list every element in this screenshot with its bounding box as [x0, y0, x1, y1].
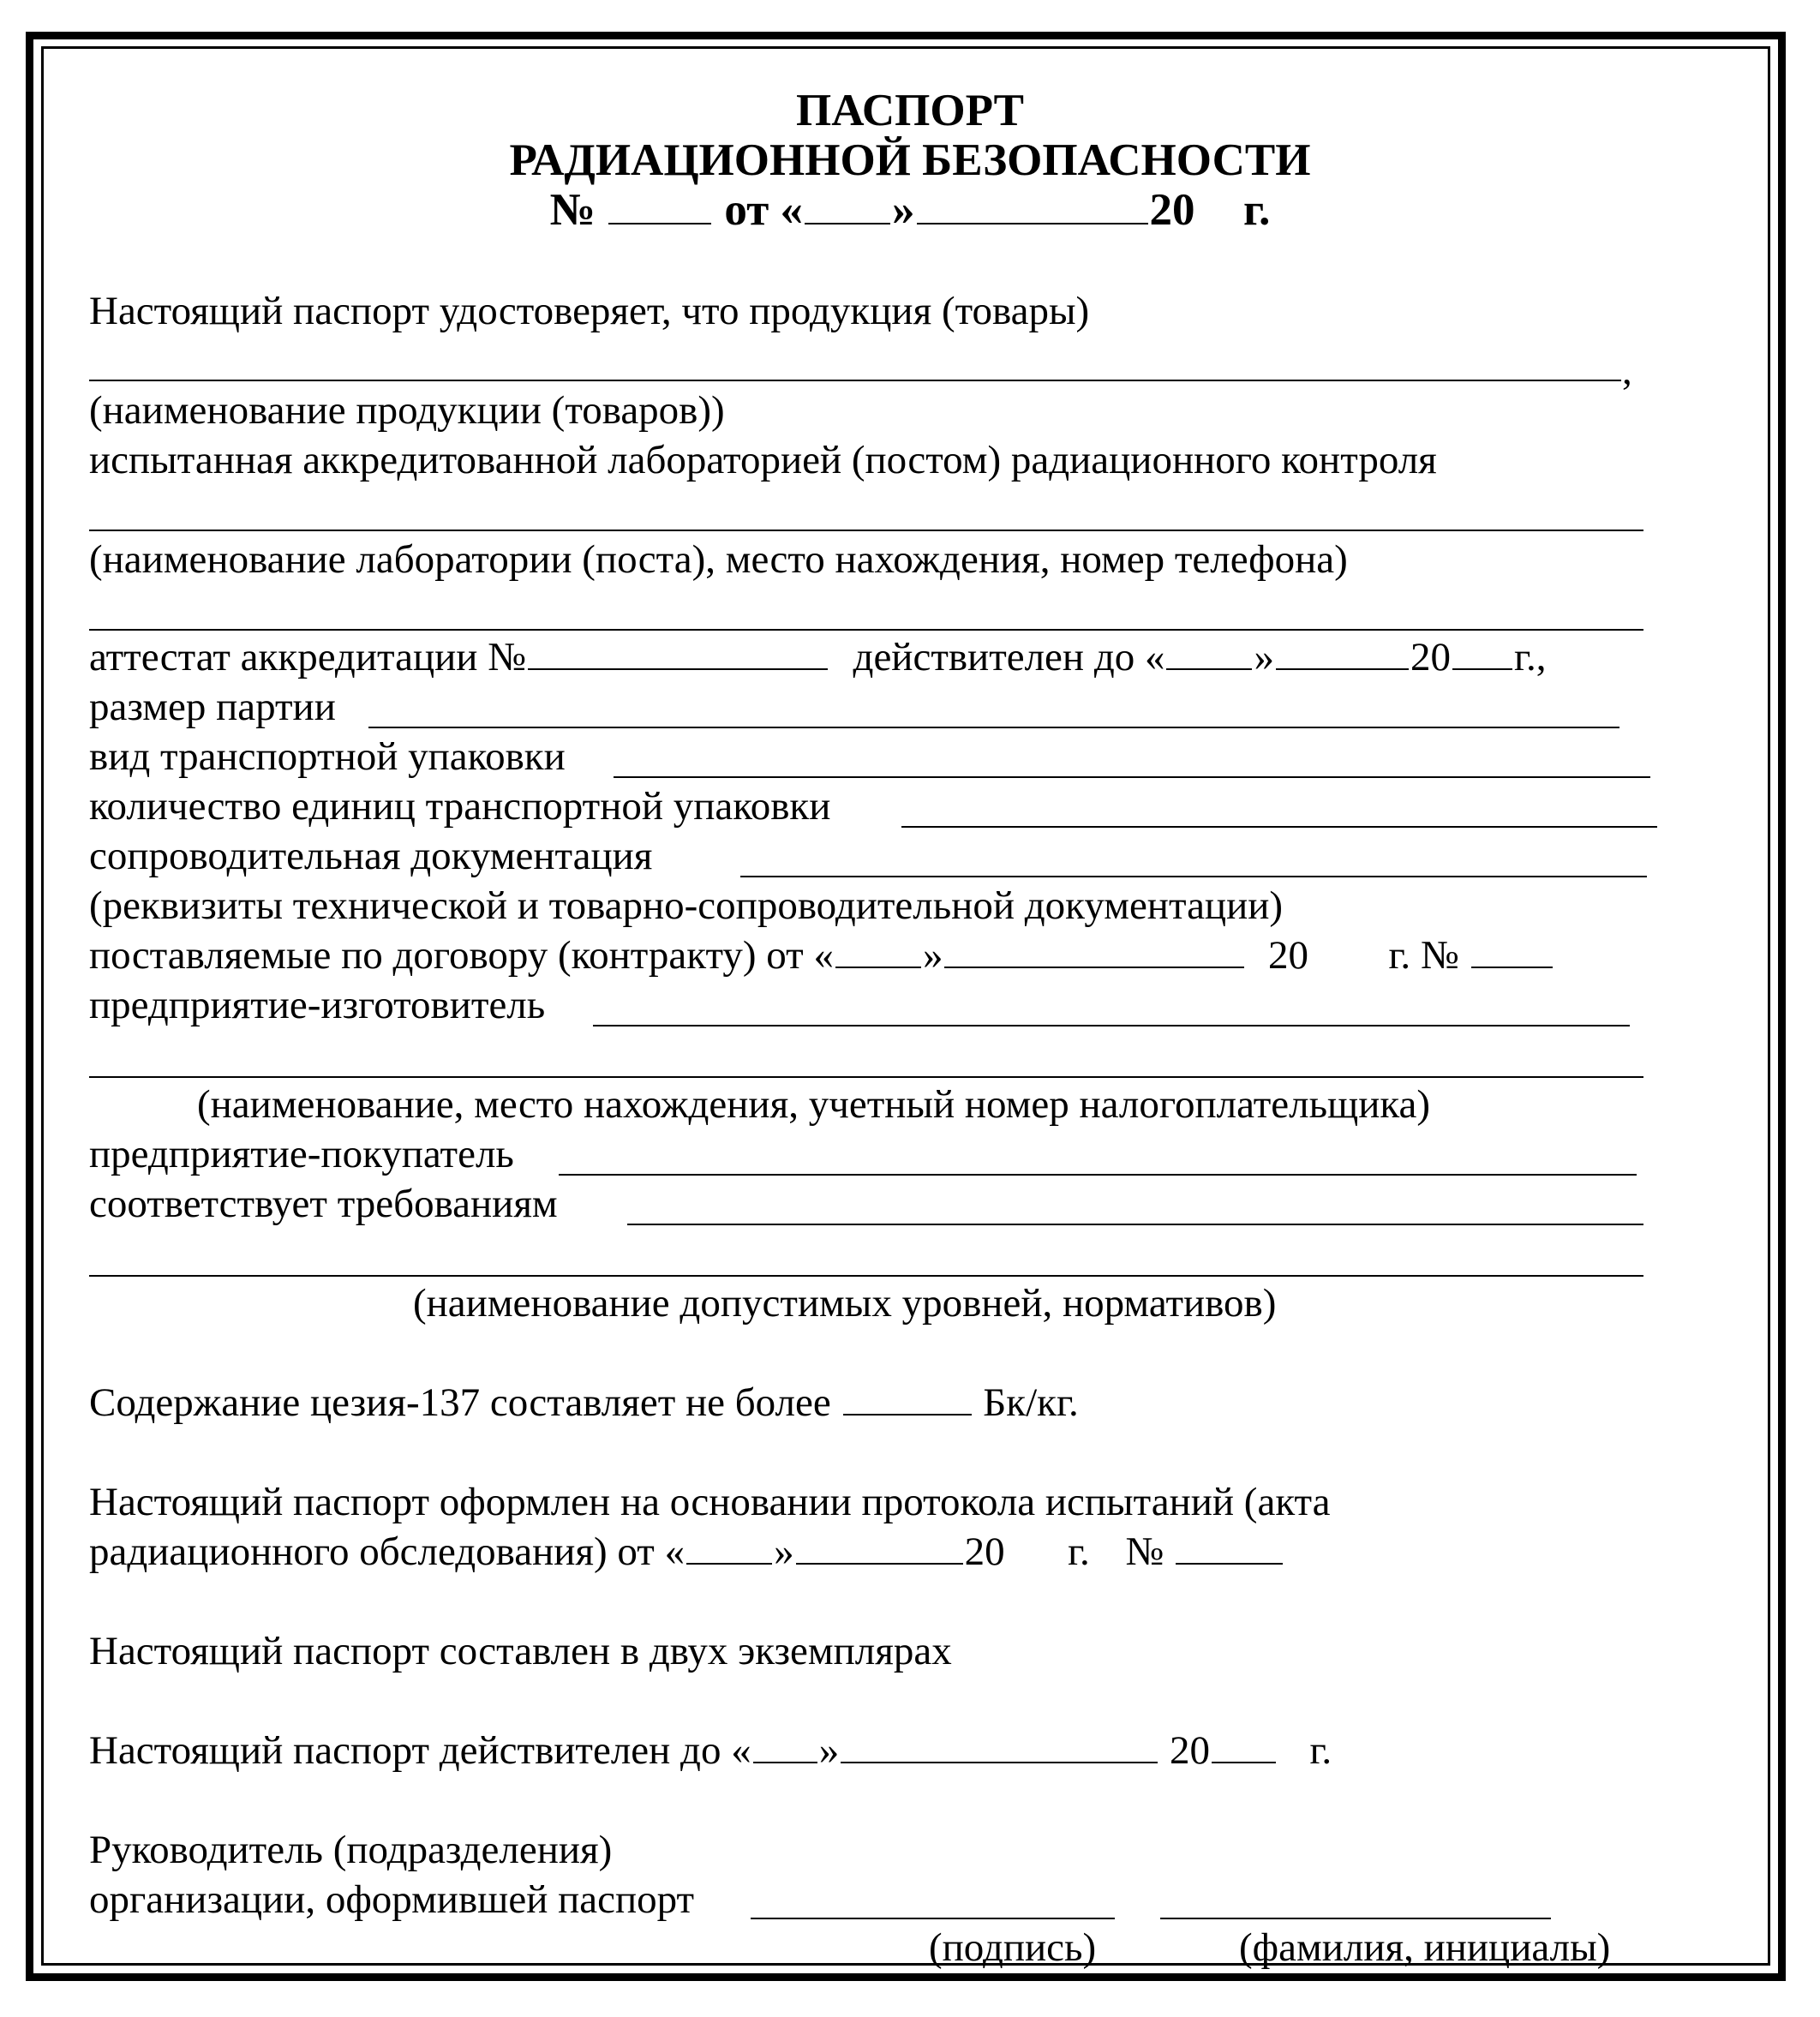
batch-size-label: размер партии: [89, 685, 336, 729]
validity-line: [89, 1728, 1332, 1773]
year-label: 20: [1149, 185, 1195, 235]
packaging-count-label: количество единиц транспортной упаковки: [89, 784, 831, 829]
passport-month-field[interactable]: [917, 192, 1148, 224]
date-quote-close: »: [892, 185, 915, 235]
validity-month-field[interactable]: [841, 1731, 1158, 1763]
buyer-label: предприятие-покупатель: [89, 1132, 514, 1176]
basis-suffix: г.: [1068, 1529, 1090, 1574]
basis-day-field[interactable]: [686, 1532, 772, 1565]
contract-quote-close: »: [922, 933, 943, 978]
contract-line: [89, 933, 1554, 978]
valid-until-label: действителен до «: [853, 635, 1165, 679]
contract-suffix: г. №: [1388, 933, 1459, 978]
accompanying-docs-label: сопроводительная документация: [89, 834, 653, 878]
basis-year: 20: [964, 1529, 1005, 1574]
signature-caption: (подпись): [929, 1925, 1097, 1970]
year-suffix: г.: [1243, 185, 1271, 235]
validity-day-field[interactable]: [753, 1731, 817, 1763]
accreditation-day-field[interactable]: [1166, 637, 1252, 670]
batch-size-field[interactable]: [368, 727, 1619, 728]
accreditation-quote-close: »: [1254, 635, 1274, 679]
validity-label: Настоящий паспорт действителен до «: [89, 1728, 751, 1773]
cesium-unit: Бк/кг.: [983, 1380, 1079, 1425]
cesium-line: [89, 1380, 1079, 1425]
lab-caption: (наименование лаборатории (поста), место нахождения, номер телефона): [89, 537, 1348, 582]
signature-field[interactable]: [751, 1918, 1115, 1919]
number-sign: №: [549, 185, 596, 235]
lab-name-field-2[interactable]: [89, 629, 1643, 631]
manufacturer-label: предприятие-изготовитель: [89, 983, 546, 1027]
title-line-2: РАДИАЦИОННОЙ БЕЗОПАСНОСТИ: [509, 135, 1311, 185]
head-line-2: организации, оформившей паспорт: [89, 1877, 695, 1922]
docs-caption: (реквизиты технической и товарно-сопроводительной документации): [89, 883, 1284, 928]
complies-label: соответствует требованиям: [89, 1182, 558, 1226]
manufacturer-field-2[interactable]: [89, 1076, 1643, 1078]
complies-field[interactable]: [627, 1224, 1643, 1225]
product-comma: ,: [1622, 349, 1632, 393]
basis-number-field[interactable]: [1176, 1532, 1283, 1565]
date-from-label: от «: [724, 185, 803, 235]
basis-line-2: [89, 1529, 1284, 1574]
tested-line: испытанная аккредитованной лабораторией (постом) радиационного контроля: [89, 438, 1437, 482]
name-initials-field[interactable]: [1160, 1918, 1551, 1919]
complies-field-2[interactable]: [89, 1275, 1643, 1277]
contract-number-field[interactable]: [1471, 936, 1553, 968]
title-line-1: ПАСПОРТ: [796, 86, 1024, 135]
packaging-type-label: вид транспортной упаковки: [89, 734, 566, 779]
accompanying-docs-field[interactable]: [740, 876, 1647, 877]
manufacturer-field[interactable]: [593, 1025, 1630, 1026]
passport-number-field[interactable]: [608, 192, 711, 224]
accreditation-month-field[interactable]: [1276, 637, 1409, 670]
contract-label: поставляемые по договору (контракту) от «: [89, 933, 834, 978]
basis-quote-close: »: [774, 1529, 794, 1574]
name-caption: (фамилия, инициалы): [1239, 1925, 1611, 1970]
certify-line: Настоящий паспорт удостоверяет, что продукция (товары): [89, 289, 1090, 333]
contract-year: 20: [1267, 933, 1308, 978]
accreditation-year-field[interactable]: [1452, 637, 1512, 670]
validity-year-field[interactable]: [1212, 1731, 1276, 1763]
head-line-1: Руководитель (подразделения): [89, 1828, 613, 1872]
accreditation-line: [89, 637, 1546, 678]
norms-caption: (наименование допустимых уровней, нормативов): [413, 1281, 1277, 1326]
lab-name-field[interactable]: [89, 530, 1643, 531]
cesium-value-field[interactable]: [843, 1383, 972, 1415]
accreditation-year-prefix: 20: [1410, 635, 1451, 679]
manufacturer-caption: (наименование, место нахождения, учетный номер налогоплательщика): [197, 1082, 1430, 1127]
validity-year: 20: [1169, 1728, 1210, 1773]
accreditation-number-field[interactable]: [528, 637, 828, 670]
product-name-field[interactable]: [89, 380, 1621, 381]
cesium-label: Содержание цезия-137 составляет не более: [89, 1380, 831, 1425]
basis-number-sign: №: [1125, 1529, 1164, 1574]
validity-suffix: г.: [1309, 1728, 1332, 1773]
contract-day-field[interactable]: [835, 936, 921, 968]
accreditation-year-suffix: г.,: [1513, 635, 1547, 679]
product-caption: (наименование продукции (товаров)): [89, 388, 725, 433]
passport-day-field[interactable]: [805, 192, 890, 224]
buyer-field[interactable]: [559, 1174, 1637, 1176]
basis-label: радиационного обследования) от «: [89, 1529, 685, 1574]
title-number-line: [0, 185, 1820, 235]
contract-month-field[interactable]: [944, 936, 1244, 968]
basis-month-field[interactable]: [796, 1532, 963, 1565]
validity-quote-close: »: [818, 1728, 840, 1773]
copies-line: Настоящий паспорт составлен в двух экземплярах: [89, 1629, 952, 1673]
accreditation-label: аттестат аккредитации №: [89, 635, 527, 679]
packaging-count-field[interactable]: [901, 826, 1657, 828]
packaging-type-field[interactable]: [614, 776, 1650, 778]
basis-line-1: Настоящий паспорт оформлен на основании протокола испытаний (акта: [89, 1480, 1331, 1524]
